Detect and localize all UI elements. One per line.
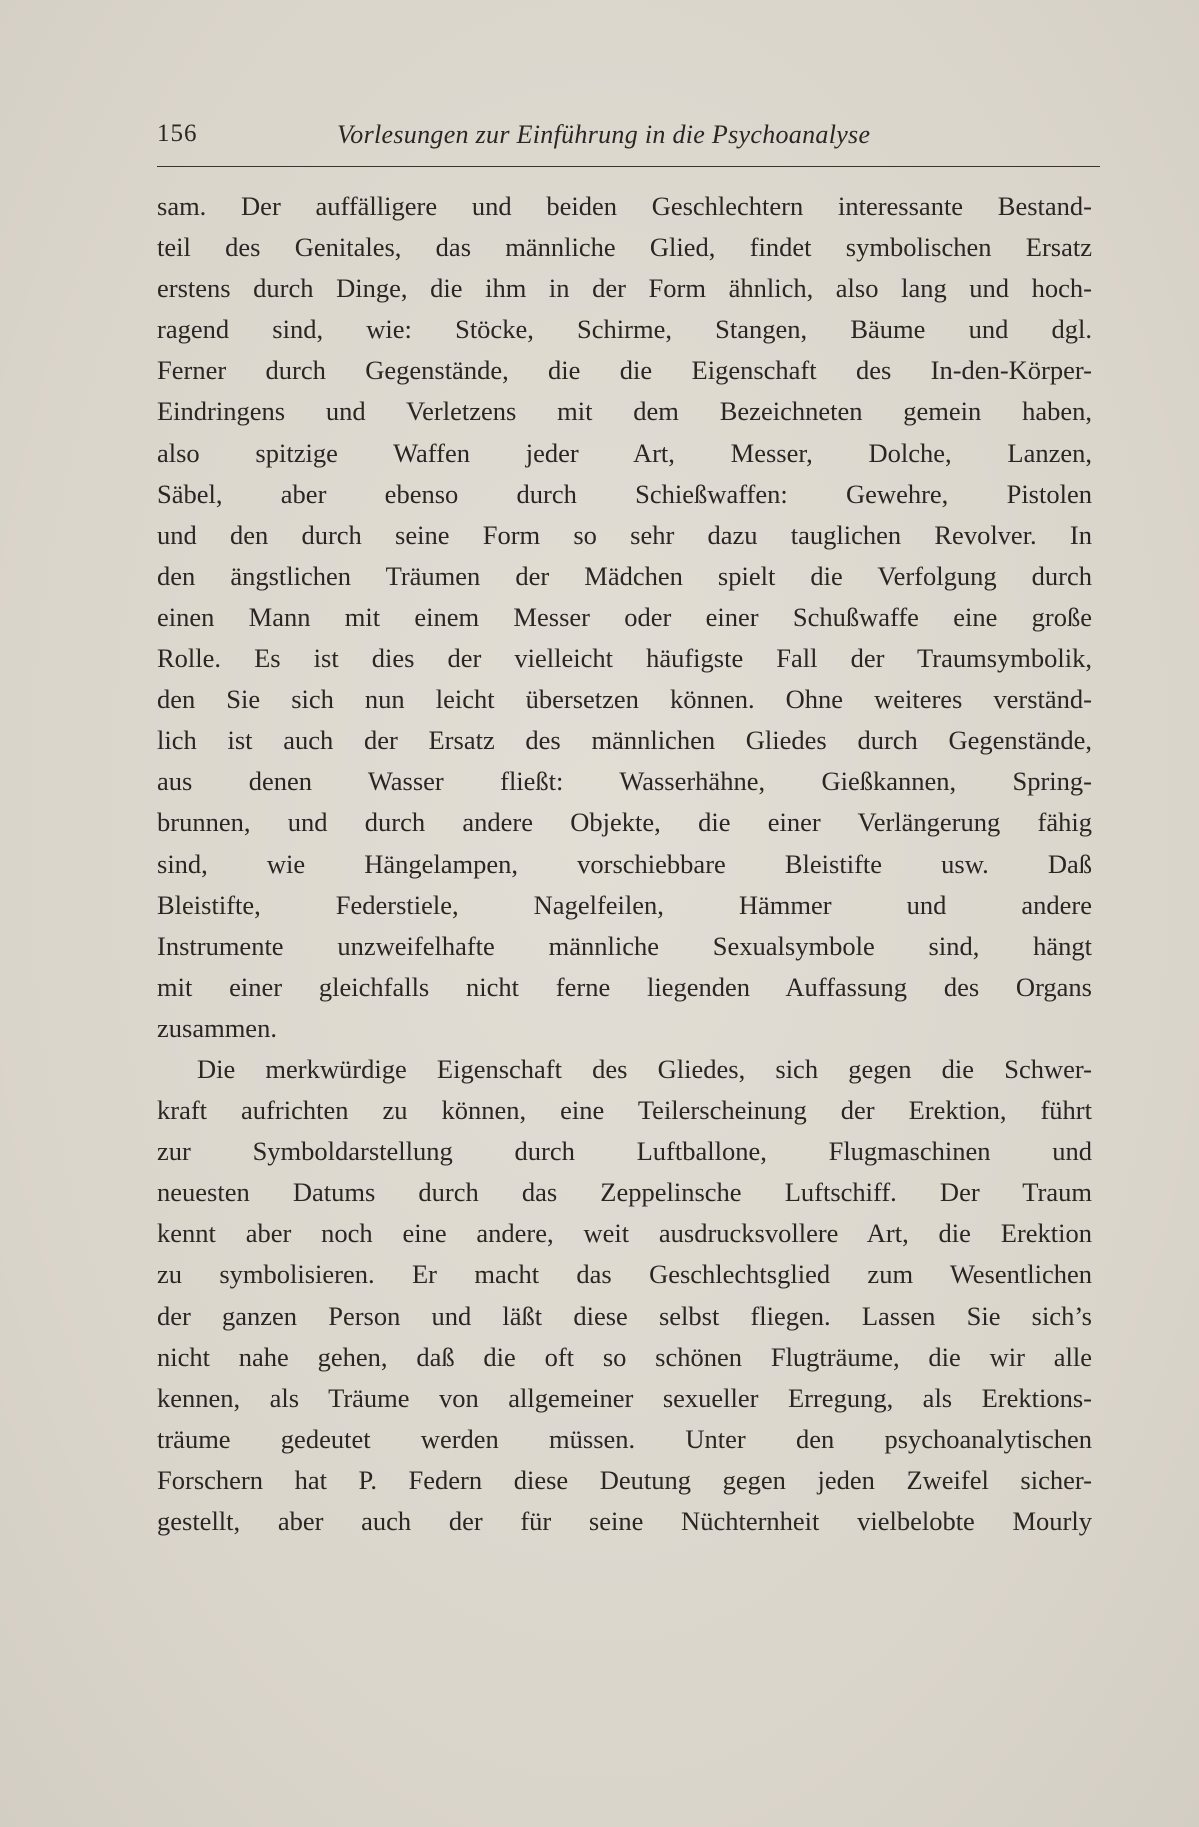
text-line: einen Mann mit einem Messer oder einer Schußwaffe eine große bbox=[157, 601, 1092, 632]
running-head: Vorlesungen zur Einführung in die Psychoanalyse bbox=[337, 120, 871, 149]
text-line: Forschern hat P. Federn diese Deutung gegen jeden Zweifel sicher- bbox=[157, 1464, 1092, 1495]
paragraph bbox=[157, 186, 1092, 1049]
text-line: Bleistifte, Federstiele, Nagelfeilen, Hämmer und andere bbox=[157, 889, 1092, 920]
text-line: sam. Der auffälligere und beiden Geschlechtern interessante Bestand- bbox=[157, 191, 1092, 221]
text-line: ragend sind, wie: Stöcke, Schirme, Stangen, Bäume und dgl. bbox=[157, 314, 1092, 345]
text-line: zur Symboldarstellung durch Luftballone, Flugmaschinen und bbox=[157, 1136, 1092, 1167]
text-line: aus denen Wasser fließt: Wasserhähne, Gießkannen, Spring- bbox=[157, 766, 1092, 797]
text-line: Die merkwürdige Eigenschaft des Gliedes, sich gegen die Schwer- bbox=[197, 1053, 1092, 1084]
text-line: Instrumente unzweifelhafte männliche Sexualsymbole sind, hängt bbox=[157, 930, 1092, 961]
text-line: kennen, als Träume von allgemeiner sexueller Erregung, als Erektions- bbox=[157, 1382, 1092, 1413]
text-line: zusammen. bbox=[157, 1012, 277, 1043]
page-header bbox=[157, 118, 1100, 154]
page-number: 156 bbox=[157, 120, 198, 147]
paragraph bbox=[157, 1049, 1092, 1542]
text-line: träume gedeutet werden müssen. Unter den psychoanalytischen bbox=[157, 1423, 1092, 1454]
text-line: gestellt, aber auch der für seine Nüchternheit vielbelobte Mourly bbox=[157, 1506, 1092, 1536]
text-line: neuesten Datums durch das Zeppelinsche Luftschiff. Der Traum bbox=[157, 1177, 1092, 1208]
text-line: Eindringens und Verletzens mit dem Bezeichneten gemein haben, bbox=[157, 396, 1092, 427]
text-line: und den durch seine Form so sehr dazu tauglichen Revolver. In bbox=[157, 519, 1092, 550]
text-line: lich ist auch der Ersatz des männlichen Gliedes durch Gegenstände, bbox=[157, 725, 1092, 756]
text-line: kraft aufrichten zu können, eine Teilerscheinung der Erektion, führt bbox=[157, 1095, 1092, 1126]
text-line: nicht nahe gehen, daß die oft so schönen Flugträume, die wir alle bbox=[157, 1341, 1092, 1372]
text-line: Rolle. Es ist dies der vielleicht häufigste Fall der Traumsymbolik, bbox=[157, 643, 1092, 674]
text-line: brunnen, und durch andere Objekte, die einer Verlängerung fähig bbox=[157, 807, 1092, 838]
text-line: zu symbolisieren. Er macht das Geschlechtsglied zum Wesentlichen bbox=[157, 1259, 1092, 1290]
text-line: mit einer gleichfalls nicht ferne liegenden Auffassung des Organs bbox=[157, 971, 1092, 1002]
text-line: der ganzen Person und läßt diese selbst fliegen. Lassen Sie sich’s bbox=[157, 1300, 1092, 1331]
text-line: also spitzige Waffen jeder Art, Messer, Dolche, Lanzen, bbox=[157, 437, 1092, 468]
text-line: Ferner durch Gegenstände, die die Eigenschaft des In-den-Körper- bbox=[157, 355, 1092, 386]
body-text bbox=[157, 186, 1092, 1542]
text-line: den ängstlichen Träumen der Mädchen spielt die Verfolgung durch bbox=[157, 560, 1092, 591]
text-line: kennt aber noch eine andere, weit ausdrucksvollere Art, die Erektion bbox=[157, 1218, 1092, 1249]
text-line: den Sie sich nun leicht übersetzen können. Ohne weiteres verständ- bbox=[157, 684, 1092, 715]
text-line: Säbel, aber ebenso durch Schießwaffen: Gewehre, Pistolen bbox=[157, 478, 1092, 509]
text-line: sind, wie Hängelampen, vorschiebbare Bleistifte usw. Daß bbox=[157, 848, 1092, 879]
text-line: teil des Genitales, das männliche Glied, findet symbolischen Ersatz bbox=[157, 232, 1092, 263]
header-rule bbox=[157, 166, 1100, 167]
text-line: erstens durch Dinge, die ihm in der Form ähnlich, also lang und hoch- bbox=[157, 273, 1092, 304]
